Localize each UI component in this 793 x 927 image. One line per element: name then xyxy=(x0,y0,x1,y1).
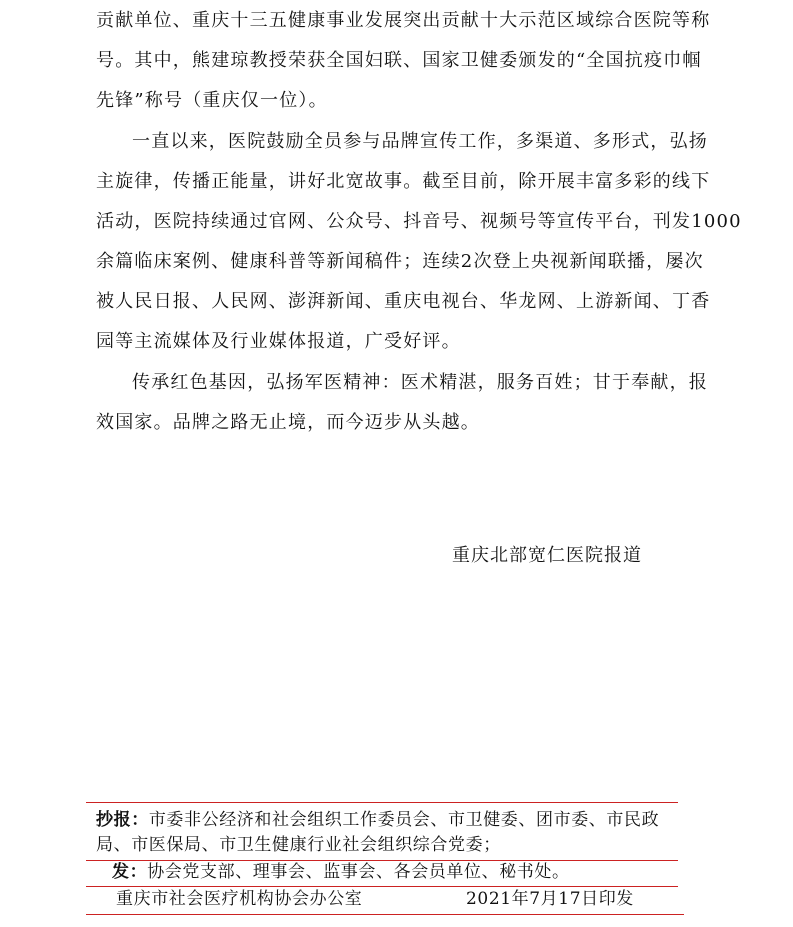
body-line-4: 一直以来，医院鼓励全员参与品牌宣传工作，多渠道、多形式，弘扬 xyxy=(132,131,708,152)
send-label: 发： xyxy=(112,862,148,882)
body-line-3: 先锋”称号（重庆仅一位）。 xyxy=(96,90,328,111)
cc-text-1: 市委非公经济和社会组织工作委员会、市卫健委、团市委、市民政 xyxy=(148,810,660,830)
footer-rule-top xyxy=(86,802,678,803)
footer-rule-bottom xyxy=(86,914,684,915)
cc-line-1 xyxy=(96,809,659,831)
body-line-8: 被人民日报、人民网、澎湃新闻、重庆电视台、华龙网、上游新闻、丁香 xyxy=(96,291,711,312)
body-line-1: 贡献单位、重庆十三五健康事业发展突出贡献十大示范区域综合医院等称 xyxy=(96,10,711,31)
send-line xyxy=(112,861,570,883)
footer-rule-lower xyxy=(86,886,678,887)
cc-label: 抄报： xyxy=(96,810,149,830)
issuer-line: 重庆市社会医疗机构协会办公室 xyxy=(116,889,363,909)
body-line-7: 余篇临床案例、健康科普等新闻稿件；连续2次登上央视新闻联播，屡次 xyxy=(96,251,704,272)
body-line-5: 主旋律，传播正能量，讲好北宽故事。截至目前，除开展丰富多彩的线下 xyxy=(96,171,711,192)
body-line-10: 传承红色基因，弘扬军医精神：医术精湛，服务百姓；甘于奉献，报 xyxy=(132,372,708,393)
body-line-6: 活动，医院持续通过官网、公众号、抖音号、视频号等宣传平台，刊发1000 xyxy=(96,211,742,232)
issue-date: 2021年7月17日印发 xyxy=(466,889,634,909)
report-signature: 重庆北部宽仁医院报道 xyxy=(452,545,642,566)
cc-text-2: 局、市医保局、市卫生健康行业社会组织综合党委； xyxy=(96,835,501,855)
cc-line-2 xyxy=(96,834,501,856)
body-line-2: 号。其中，熊建琼教授荣获全国妇联、国家卫健委颁发的“全国抗疫巾帼 xyxy=(96,50,702,71)
send-text: 协会党支部、理事会、监事会、各会员单位、秘书处。 xyxy=(147,862,570,882)
body-line-9: 园等主流媒体及行业媒体报道，广受好评。 xyxy=(96,331,461,352)
body-line-11: 效国家。品牌之路无止境，而今迈步从头越。 xyxy=(96,412,480,433)
